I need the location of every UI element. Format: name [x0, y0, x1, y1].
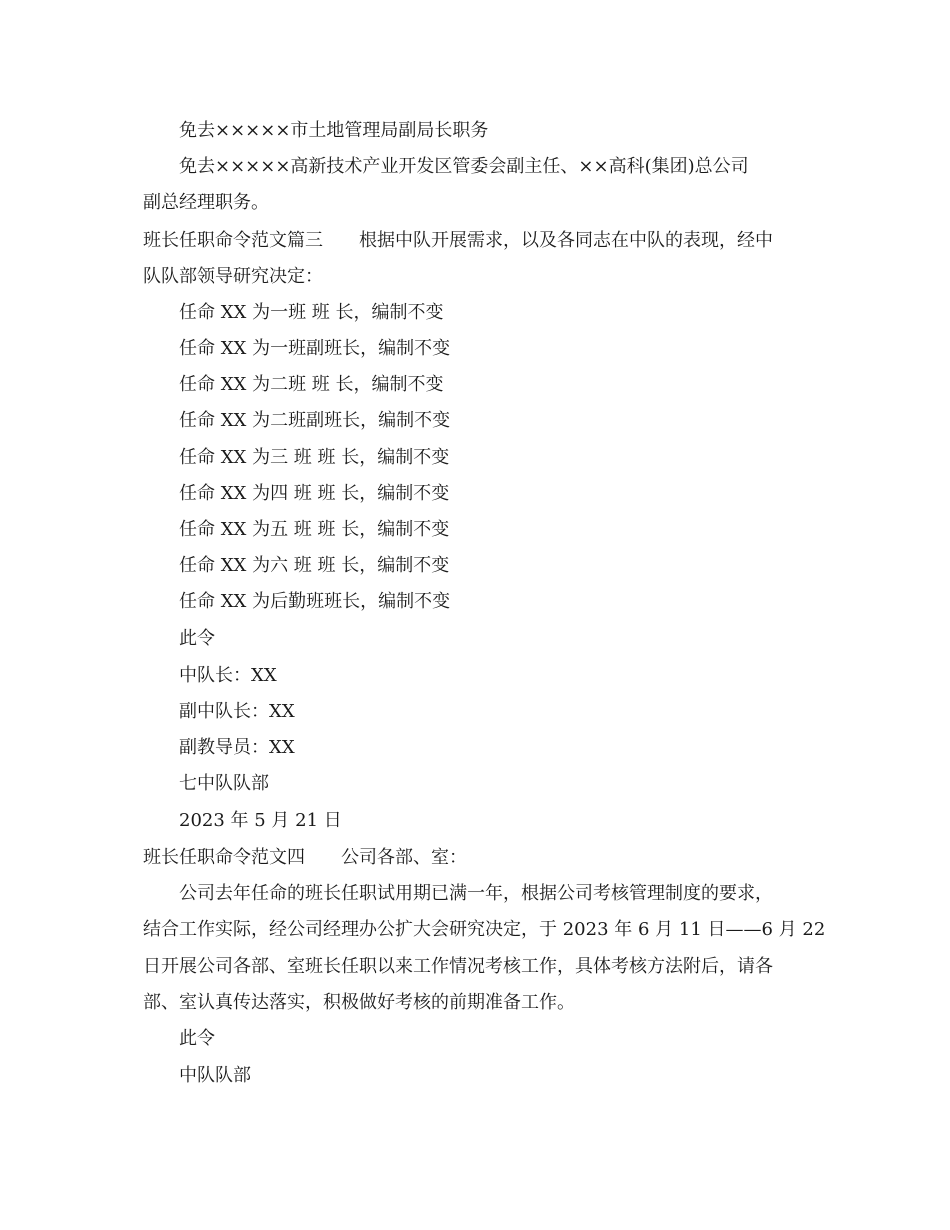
order-text: 此令	[179, 1028, 215, 1049]
appointment-item: 任命 XX 为一班副班长，编制不变	[179, 338, 451, 359]
section-4-heading: 班长任职命令范文四	[143, 847, 305, 868]
appointment-item: 任命 XX 为五 班 班 长，编制不变	[179, 519, 450, 540]
order-text: 此令	[179, 628, 215, 649]
issuing-unit: 七中队队部	[179, 773, 269, 794]
section-3-intro: 根据中队开展需求，以及各同志在中队的表现，经中	[359, 230, 773, 251]
section-4-first-line	[143, 846, 813, 870]
section-4-body-cont: 结合工作实际，经公司经理办公扩大会研究决定，于 2023 年 6 月 11 日——6 月 22	[143, 919, 826, 940]
appointment-item: 任命 XX 为二班副班长，编制不变	[179, 410, 451, 431]
signature-vice-captain: 副中队长：XX	[179, 701, 295, 722]
appointment-item: 任命 XX 为二班 班 长，编制不变	[179, 374, 444, 395]
section-4-addressee: 公司各部、室：	[341, 847, 467, 868]
appointment-item: 任命 XX 为一班 班 长，编制不变	[179, 302, 444, 323]
issuing-unit: 中队队部	[179, 1065, 251, 1086]
paragraph-dismissal-2-cont: 副总经理职务。	[143, 192, 269, 213]
section-4-body: 公司去年任命的班长任职试用期已满一年，根据公司考核管理制度的要求，	[179, 883, 773, 904]
appointment-item: 任命 XX 为四 班 班 长，编制不变	[179, 483, 450, 504]
section-3-first-line	[143, 229, 813, 253]
paragraph-dismissal-1: 免去×××××市土地管理局副局长职务	[179, 120, 489, 141]
appointment-item: 任命 XX 为六 班 班 长，编制不变	[179, 555, 450, 576]
appointment-item: 任命 XX 为三 班 班 长，编制不变	[179, 447, 450, 468]
paragraph-dismissal-2: 免去×××××高新技术产业开发区管委会副主任、××高科(集团)总公司	[179, 156, 749, 177]
appointment-item: 任命 XX 为后勤班班长，编制不变	[179, 591, 451, 612]
section-4-body-cont: 部、室认真传达落实，积极做好考核的前期准备工作。	[143, 992, 575, 1013]
section-3-heading: 班长任职命令范文篇三	[143, 230, 323, 251]
section-3-intro-cont: 队队部领导研究决定：	[143, 266, 323, 287]
signature-captain: 中队长：XX	[179, 665, 277, 686]
signature-vice-instructor: 副教导员：XX	[179, 737, 295, 758]
issue-date: 2023 年 5 月 21 日	[179, 810, 342, 831]
section-4-body-cont: 日开展公司各部、室班长任职以来工作情况考核工作，具体考核方法附后，请各	[143, 956, 773, 977]
